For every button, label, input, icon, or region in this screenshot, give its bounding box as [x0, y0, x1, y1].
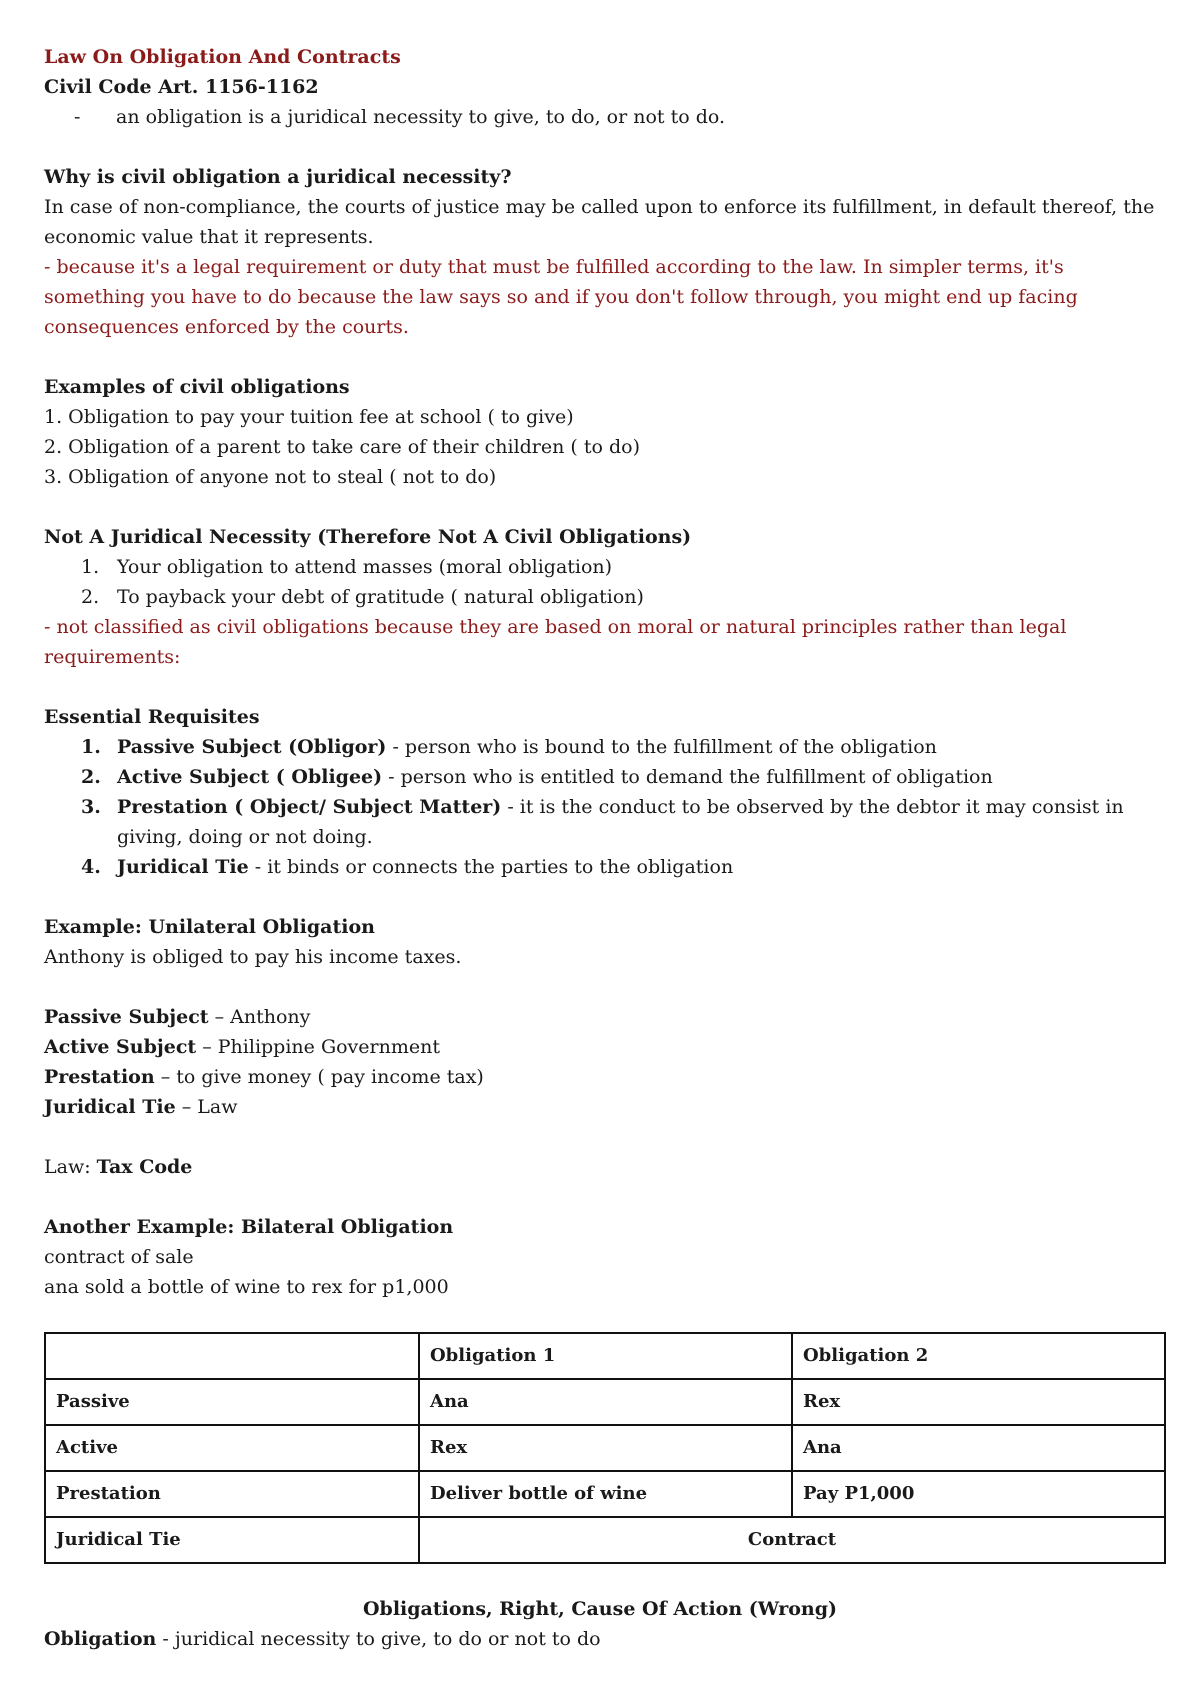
bilateral-line: contract of sale [44, 1246, 194, 1268]
example-item: 3. Obligation of anyone not to steal ( not to do) [44, 466, 497, 488]
table-header-cell: Obligation 1 [419, 1333, 792, 1379]
part-term: Passive Subject [44, 1006, 209, 1028]
requisites-heading: Essential Requisites [44, 706, 260, 728]
example-item: 1. Obligation to pay your tuition fee at school ( to give) [44, 406, 574, 428]
part-term: Juridical Tie [44, 1096, 176, 1118]
requisite-description: - it is the conduct to be observed by the debtor it may consist in giving, doing or not doing. [117, 796, 1124, 848]
examples-heading: Examples of civil obligations [44, 376, 350, 398]
unilateral-part [44, 1002, 1156, 1032]
unilateral-part [44, 1092, 1156, 1122]
law-label: Law: [44, 1156, 97, 1178]
part-description: – to give money ( pay income tax) [154, 1066, 484, 1088]
dash-marker: - [74, 106, 81, 128]
section-title: Obligations, Right, Cause Of Action (Wrong) [362, 1598, 838, 1620]
table-cell: Ana [792, 1425, 1165, 1471]
law-line [44, 1152, 1156, 1182]
table-cell: Prestation [45, 1471, 419, 1517]
table-row [45, 1517, 1165, 1563]
example-item: 2. Obligation of a parent to take care of their children ( to do) [44, 436, 640, 458]
question-answer: In case of non-compliance, the courts of justice may be called upon to enforce its fulfillment, in default thereof, the economic value that it represents. [44, 196, 1155, 248]
bilateral-heading: Another Example: Bilateral Obligation [44, 1216, 454, 1238]
table-cell: Rex [419, 1425, 792, 1471]
definition-text: an obligation is a juridical necessity to give, to do, or not to do. [116, 106, 726, 128]
table-header-row [45, 1333, 1165, 1379]
document-title: Law On Obligation And Contracts [44, 46, 401, 68]
list-number: 1. [81, 556, 100, 578]
table-cell: Passive [45, 1379, 419, 1425]
not-necessity-list [44, 552, 1156, 612]
requisite-term: Prestation ( Object/ Subject Matter) [117, 796, 502, 818]
unilateral-text: Anthony is obliged to pay his income taxes. [44, 946, 462, 968]
part-description: – Philippine Government [196, 1036, 440, 1058]
unilateral-part [44, 1062, 1156, 1092]
list-item [44, 792, 1156, 852]
table-cell: Ana [419, 1379, 792, 1425]
part-term: Prestation [44, 1066, 155, 1088]
part-description: – Law [175, 1096, 238, 1118]
not-necessity-note: - not classified as civil obligations because they are based on moral or natural principles rather than legal requirements: [44, 616, 1067, 668]
list-item [44, 732, 1156, 762]
requisite-term: Active Subject ( Obligee) [117, 766, 383, 788]
table-header-cell: Obligation 2 [792, 1333, 1165, 1379]
obligation-table [44, 1332, 1166, 1564]
table-cell: Rex [792, 1379, 1165, 1425]
requisite-term: Passive Subject (Obligor) [117, 736, 387, 758]
part-term: Active Subject [44, 1036, 197, 1058]
unilateral-part [44, 1032, 1156, 1062]
list-item-text: To payback your debt of gratitude ( natural obligation) [117, 586, 644, 608]
table-cell: Juridical Tie [45, 1517, 419, 1563]
table-cell: Pay P1,000 [792, 1471, 1165, 1517]
table-cell: Active [45, 1425, 419, 1471]
table-row [45, 1425, 1165, 1471]
not-necessity-heading: Not A Juridical Necessity (Therefore Not A Civil Obligations) [44, 526, 692, 548]
list-item [44, 582, 1156, 612]
question-heading: Why is civil obligation a juridical necessity? [44, 166, 512, 188]
part-description: – Anthony [208, 1006, 311, 1028]
table-merged-cell: Contract [419, 1517, 1165, 1563]
table-header-cell [45, 1333, 419, 1379]
requisite-description: - it binds or connects the parties to the obligation [248, 856, 734, 878]
requisites-list [44, 732, 1156, 882]
list-number: 4. [81, 856, 101, 878]
requisite-term: Juridical Tie [117, 856, 249, 878]
list-number: 3. [81, 796, 101, 818]
table-row [45, 1471, 1165, 1517]
list-number: 2. [81, 586, 100, 608]
table-cell: Deliver bottle of wine [419, 1471, 792, 1517]
requisite-description: - person who is bound to the fulfillment of the obligation [386, 736, 937, 758]
list-item [44, 762, 1156, 792]
definition-item [44, 102, 1156, 132]
civil-code-reference: Civil Code Art. 1156-1162 [44, 76, 319, 98]
law-value: Tax Code [96, 1156, 193, 1178]
bilateral-line: ana sold a bottle of wine to rex for p1,000 [44, 1276, 449, 1298]
requisite-description: - person who is entitled to demand the fulfillment of obligation [382, 766, 993, 788]
final-description: - juridical necessity to give, to do or not to do [156, 1628, 601, 1650]
question-note: - because it's a legal requirement or duty that must be fulfilled according to the law. In simpler terms, it's something you have to do because the law says so and if you don't follow through, you might end up facing consequences enforced by the courts. [44, 256, 1078, 338]
list-item [44, 852, 1156, 882]
final-term: Obligation [44, 1628, 157, 1650]
list-item-text: Your obligation to attend masses (moral obligation) [117, 556, 613, 578]
list-number: 2. [81, 766, 101, 788]
unilateral-heading: Example: Unilateral Obligation [44, 916, 375, 938]
list-number: 1. [81, 736, 101, 758]
final-definition [44, 1624, 1156, 1654]
list-item [44, 552, 1156, 582]
table-row [45, 1379, 1165, 1425]
